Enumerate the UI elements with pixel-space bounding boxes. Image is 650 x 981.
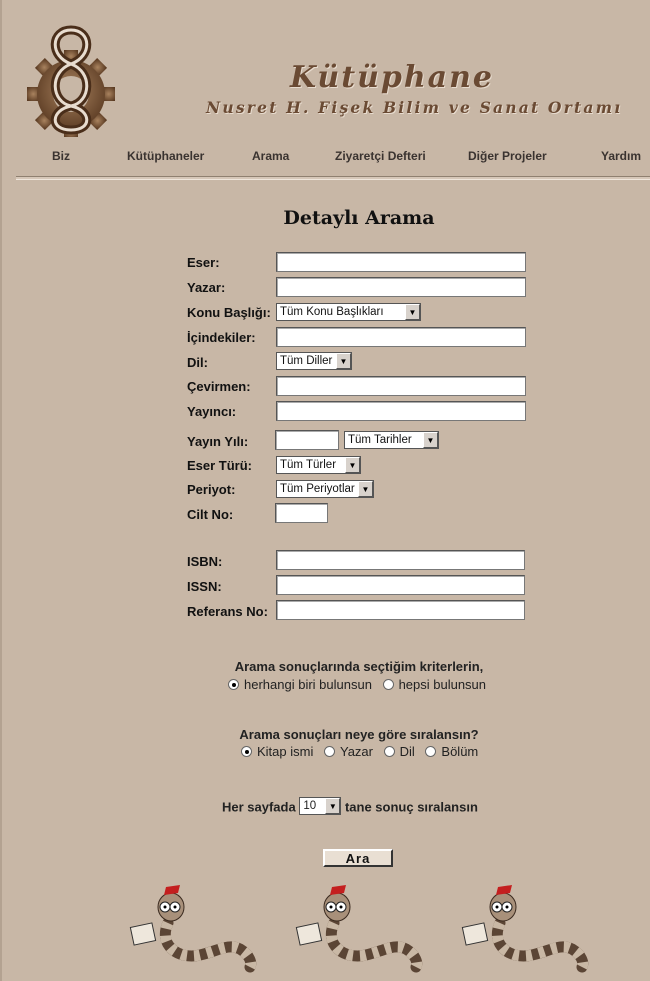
label-eser-turu: Eser Türü: bbox=[187, 458, 253, 473]
konu-basligi-select[interactable] bbox=[276, 303, 421, 321]
tarih-select[interactable] bbox=[344, 431, 439, 449]
criteria-any-label: herhangi biri bulunsun bbox=[244, 677, 372, 692]
per-page-select[interactable] bbox=[299, 797, 341, 815]
chevron-down-icon: ▼ bbox=[325, 798, 340, 814]
eser-input[interactable] bbox=[276, 252, 526, 272]
konu-basligi-value: Tüm Konu Başlıkları bbox=[280, 306, 384, 318]
label-referans-no: Referans No: bbox=[187, 604, 268, 619]
cilt-no-input[interactable] bbox=[275, 503, 328, 523]
yayinci-input[interactable] bbox=[276, 401, 526, 421]
referans-no-input[interactable] bbox=[276, 600, 525, 620]
nav-item-ziyaretci-defteri[interactable]: Ziyaretçi Defteri bbox=[335, 149, 426, 163]
label-periyot: Periyot: bbox=[187, 482, 236, 497]
brand-title: Kütüphane bbox=[290, 60, 495, 95]
label-yayinci: Yayıncı: bbox=[187, 404, 237, 419]
chevron-down-icon: ▼ bbox=[423, 432, 438, 448]
sort-section-label: Bölüm bbox=[441, 744, 479, 759]
label-issn: ISSN: bbox=[187, 579, 222, 594]
criteria-radio-group bbox=[228, 677, 493, 692]
label-cilt-no: Cilt No: bbox=[187, 507, 234, 522]
sort-section-radio[interactable] bbox=[425, 746, 436, 757]
bookworm-icon bbox=[294, 885, 424, 975]
sort-title-label: Kitap ismi bbox=[257, 744, 314, 759]
per-page-suffix: tane sonuç sıralansın bbox=[344, 799, 478, 815]
icindekiler-input[interactable] bbox=[276, 327, 526, 347]
periyot-select[interactable] bbox=[276, 480, 374, 498]
yazar-input[interactable] bbox=[276, 277, 526, 297]
sort-author-label: Yazar bbox=[339, 744, 373, 759]
per-page-value: 10 bbox=[303, 800, 317, 812]
dil-value: Tüm Diller bbox=[280, 355, 333, 367]
eser-turu-select[interactable] bbox=[276, 456, 361, 474]
dil-select[interactable] bbox=[276, 352, 352, 370]
sort-question: Arama sonuçları neye göre sıralansın? bbox=[239, 727, 479, 742]
nav-item-diger-projeler[interactable]: Diğer Projeler bbox=[468, 149, 547, 163]
nav-divider bbox=[16, 176, 650, 180]
label-yazar: Yazar: bbox=[187, 280, 226, 295]
per-page-prefix: Her sayfada bbox=[222, 799, 296, 815]
criteria-all-label: hepsi bulunsun bbox=[398, 677, 487, 692]
sort-title-radio[interactable] bbox=[241, 746, 252, 757]
criteria-any-radio[interactable] bbox=[228, 679, 239, 690]
bookworm-icon bbox=[460, 885, 590, 975]
issn-input[interactable] bbox=[276, 575, 525, 595]
nav-item-biz[interactable]: Biz bbox=[52, 149, 70, 163]
label-isbn: ISBN: bbox=[187, 554, 223, 569]
nav-item-yardim[interactable]: Yardım bbox=[601, 149, 642, 163]
nav-item-arama[interactable]: Arama bbox=[252, 149, 290, 163]
brand-subtitle: Nusret H. Fişek Bilim ve Sanat Ortamı bbox=[206, 98, 623, 117]
eser-turu-value: Tüm Türler bbox=[280, 459, 337, 471]
search-button[interactable]: Ara bbox=[323, 849, 393, 867]
periyot-value: Tüm Periyotlar bbox=[280, 483, 355, 495]
sort-radio-group bbox=[241, 744, 485, 759]
label-dil: Dil: bbox=[187, 355, 208, 370]
cevirmen-input[interactable] bbox=[276, 376, 526, 396]
label-yayin-yili: Yayın Yılı: bbox=[187, 434, 249, 449]
chevron-down-icon: ▼ bbox=[405, 304, 420, 320]
sort-language-label: Dil bbox=[399, 744, 415, 759]
tarih-value: Tüm Tarihler bbox=[348, 434, 412, 446]
yayin-yili-input[interactable] bbox=[275, 430, 339, 450]
label-icindekiler: İçindekiler: bbox=[187, 330, 256, 345]
sort-language-radio[interactable] bbox=[384, 746, 395, 757]
label-konu-basligi: Konu Başlığı: bbox=[187, 305, 271, 320]
per-page-row bbox=[222, 799, 478, 817]
page-title: Detaylı Arama bbox=[283, 207, 435, 229]
main-nav bbox=[0, 149, 650, 165]
sort-author-radio[interactable] bbox=[324, 746, 335, 757]
criteria-question: Arama sonuçlarında seçtiğim kriterlerin, bbox=[234, 659, 484, 674]
page-edge bbox=[0, 0, 2, 981]
nav-item-kutuphaneler[interactable]: Kütüphaneler bbox=[127, 149, 205, 163]
chevron-down-icon: ▼ bbox=[336, 353, 351, 369]
label-cevirmen: Çevirmen: bbox=[187, 379, 251, 394]
isbn-input[interactable] bbox=[276, 550, 525, 570]
chevron-down-icon: ▼ bbox=[358, 481, 373, 497]
criteria-all-radio[interactable] bbox=[383, 679, 394, 690]
bookworm-icon bbox=[128, 885, 258, 975]
label-eser: Eser: bbox=[187, 255, 220, 270]
gear-logo-icon bbox=[16, 22, 126, 137]
chevron-down-icon: ▼ bbox=[345, 457, 360, 473]
